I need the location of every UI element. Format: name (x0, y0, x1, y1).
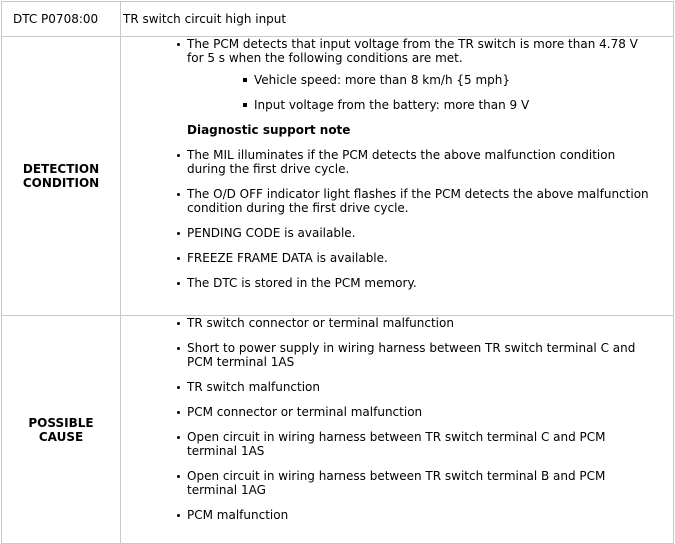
detection-content (121, 37, 674, 316)
cause-content (121, 316, 674, 544)
list-item (121, 37, 673, 65)
dtc-table (1, 1, 674, 544)
cause-label (2, 316, 121, 544)
dtc-code: DTC P0708:00 (2, 2, 121, 37)
note-list (121, 148, 673, 290)
list-item: Input voltage from the battery: more than 9 V (121, 98, 673, 112)
list-item: TR switch malfunction (121, 380, 673, 394)
cause-label-line2: CAUSE (38, 429, 84, 444)
list-item: Open circuit in wiring harness between TR switch terminal C and PCM terminal 1AS (121, 430, 673, 458)
detection-list (121, 37, 673, 65)
list-item: Short to power supply in wiring harness between TR switch terminal C and PCM terminal 1AS (121, 341, 673, 369)
condition-list (121, 73, 673, 112)
diagnostic-note-title: Diagnostic support note (187, 123, 351, 137)
list-item: PENDING CODE is available. (121, 226, 673, 240)
cause-label-line1: POSSIBLE (28, 415, 94, 430)
list-item: Vehicle speed: more than 8 km/h {5 mph} (121, 73, 673, 87)
list-item: The O/D OFF indicator light flashes if the PCM detects the above malfunction condition during the first drive cycle. (121, 187, 673, 215)
dtc-title: TR switch circuit high input (121, 2, 674, 37)
detection-label (2, 37, 121, 316)
list-item: PCM connector or terminal malfunction (121, 405, 673, 419)
list-item: The DTC is stored in the PCM memory. (121, 276, 673, 290)
list-item: Open circuit in wiring harness between TR switch terminal B and PCM terminal 1AG (121, 469, 673, 497)
detection-label-line1: DETECTION (22, 162, 100, 176)
cause-row (2, 316, 674, 544)
header-row (2, 2, 674, 37)
list-item: FREEZE FRAME DATA is available. (121, 251, 673, 265)
list-item: PCM malfunction (121, 508, 673, 522)
detection-label-line2: CONDITION (22, 176, 100, 190)
detection-row (2, 37, 674, 316)
cause-list (121, 316, 673, 522)
detection-main-text: The PCM detects that input voltage from the TR switch is more than 4.78 V for 5 s when the following conditions are met. (187, 37, 638, 65)
list-item: The MIL illuminates if the PCM detects the above malfunction condition during the first drive cycle. (121, 148, 673, 176)
list-item: TR switch connector or terminal malfunction (121, 316, 673, 330)
